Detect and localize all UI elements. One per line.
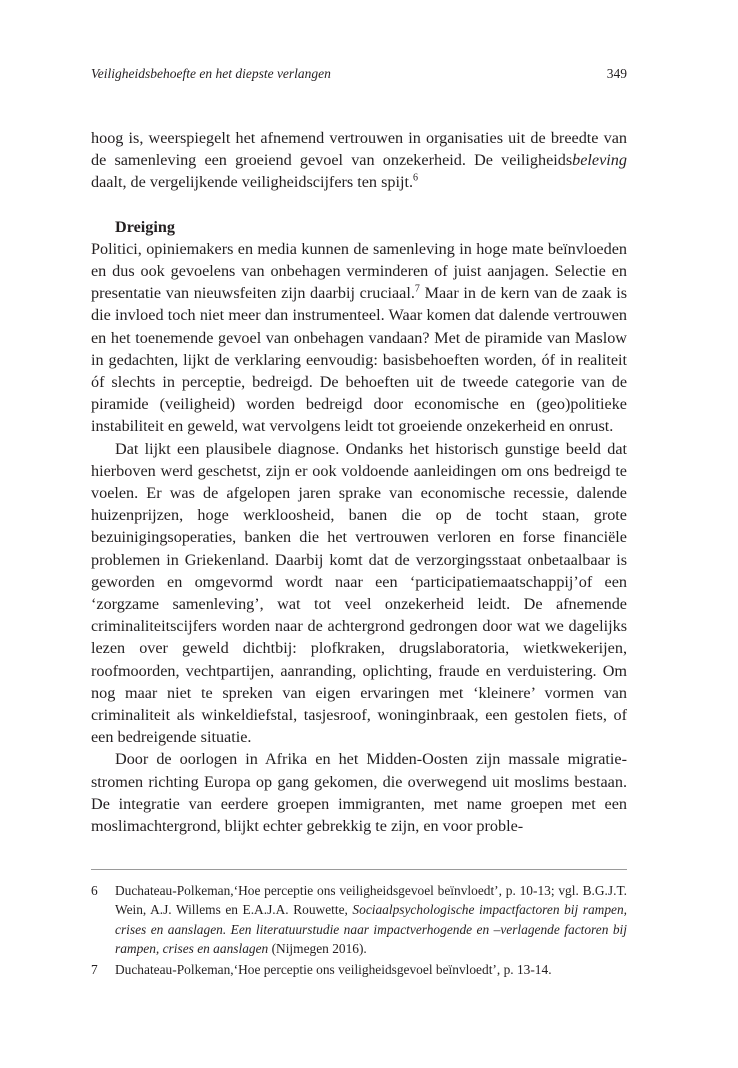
running-title: Veiligheidsbehoefte en het diepste verlangen [91,66,331,81]
footnote-title-italic: Sociaalpsychologische impactfactoren bij rampen, crises en aanslagen. Een literatuurstudie naar impactverhogende en –verlagende factoren bij rampen, crises en aanslagen [115,902,628,957]
paragraph-4: Door de oorlogen in Afrika en het Midden-Oosten zijn massale migratiestromen richting Europa op gang gekomen, die overwegend uit moslims bestaan. De integratie van eerdere groepen immigranten, met name groepen met een moslimachtergrond, blijkt echter gebrekkig te zijn, en voor proble- [91,750,627,836]
footnote-text: Duchateau-Polkeman,‘Hoe perceptie ons veiligheidsgevoel beïnvloedt’, p. 10-13; vgl. B.G.J.T. Wein, A.J. Willems en E.A.J.A. Rouwette, [115,883,627,918]
footnote-7 [91,960,627,979]
page-number: 349 [606,66,627,81]
paragraph-2-text: Politici, opiniemakers en media kunnen de samenleving in hoge mate beïnvloeden en dus ook gevoelens van onbehagen verminderen of juist aanjagen. Selectie en presentatie van nieuwsfeiten zijn daarbij cruciaal. [91,239,627,303]
footnote-number: 6 [91,883,98,898]
running-header [91,64,627,84]
paragraph-1-italic: beleving [572,151,627,170]
footnote-text: Duchateau-Polkeman,‘Hoe perceptie ons veiligheidsgevoel beïnvloedt’, p. 13-14. [115,961,552,977]
body-text [91,127,627,837]
footnote-6 [91,881,627,959]
section-heading: Dreiging [115,217,175,236]
paragraph-1 [91,127,627,194]
footnote-divider [91,869,627,870]
footnote-number: 7 [91,961,98,977]
paragraph-3: Dat lijkt een plausibele diagnose. Ondanks het historisch gunstige beeld dat hierboven werd geschetst, zijn er ook voldoende aanleidingen om ons bedreigd te voelen. Er was de afgelopen jaren sprake van economische recessie, dalende huizenprijzen, hoge werkloosheid, banen die op de tocht staan, grote bezuinigingsoperaties, banken die het vertrouwen verloren en forse financiële problemen in Griekenland. Daarbij komt dat de verzorgingsstaat onbetaalbaar is geworden en omgevormd wordt naar een ‘participatiemaatschappij’of een ‘zorgzame samenleving’, wat tot veel onzekerheid leidt. De afnemende criminaliteitscijfers worden naar de achtergrond gedrongen door wat we dagelijks lezen over geweld dichtbij: plofkraken, drugslaboratoria, wietkwekerijen, roofmoorden, vechtpartijen, aanranding, oplichting, fraude en verduistering. Om nog maar niet te spreken van eigen ervaringen met ‘kleinere’ vormen van criminaliteit als winkeldiefstal, tasjesroof, woninginbraak, een gestolen fiets, of een bedreigende situatie. [91,439,627,747]
paragraph-2-text-end: Maar in de kern van de zaak is die invloed toch niet meer dan instrumenteel. Waar komen dat dalende vertrouwen en het toenemende gevoel van onbehagen vandaan? Met de piramide van Maslow in gedachten, lijkt de verklaring eenvoudig: basisbehoeften worden, óf in realiteit óf slechts in perceptie, bedreigd. De behoeften uit de tweede categorie van de piramide (veiligheid) worden bedreigd door economische en (geo)politieke instabiliteit en geweld, wat vervolgens leidt tot groeiende onzekerheid en onrust. [91,284,627,436]
footnote-text-end: (Nijmegen 2016). [268,941,367,957]
footnotes [91,881,627,980]
book-page [91,0,627,1068]
paragraph-2 [91,238,627,438]
paragraph-1-text-end: daalt, de vergelijkende veiligheidscijfers ten spijt. [91,173,414,192]
footnote-ref-7[interactable]: 7 [414,283,420,295]
paragraph-1-text: hoog is, weerspiegelt het afnemend vertrouwen in organisaties uit de breedte van de samenleving een groeiend gevoel van onzekerheid. De veiligheids [91,129,627,170]
footnote-ref-6[interactable]: 6 [413,173,419,185]
